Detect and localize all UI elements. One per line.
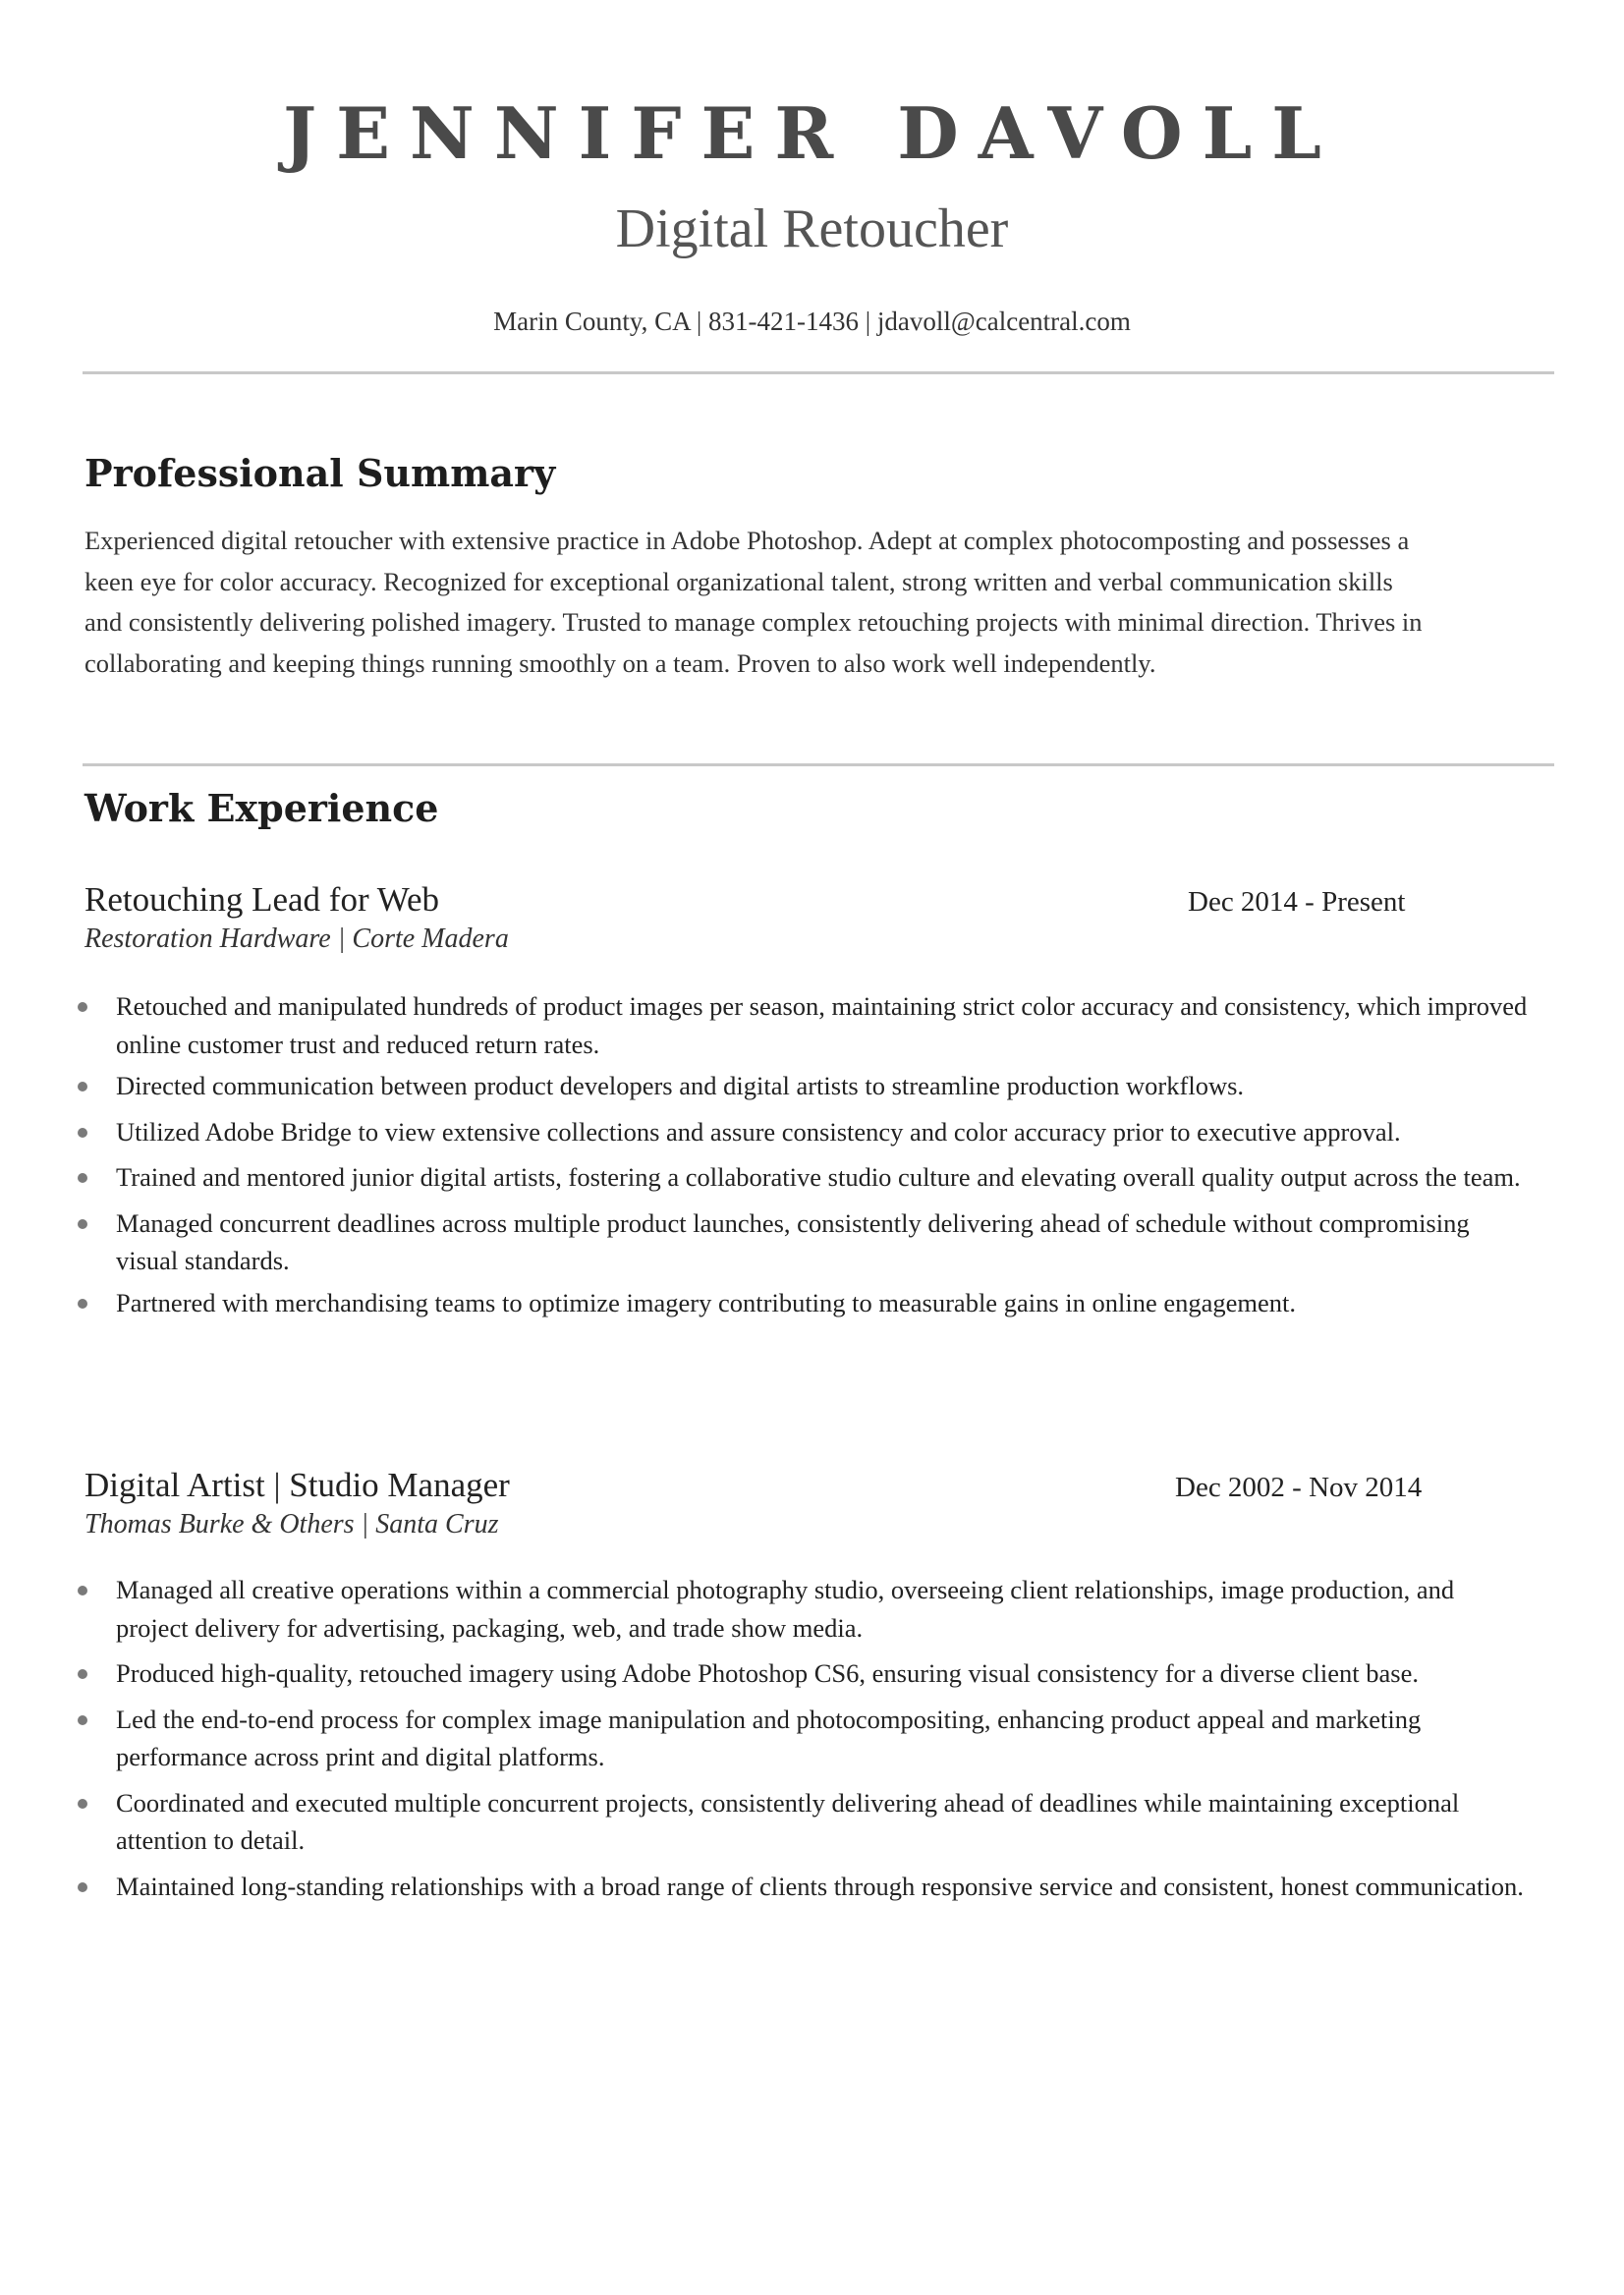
list-item: Coordinated and executed multiple concurrent projects, consistently delivering ahead of deadlines while maintaining exceptional attention to detail.	[75, 1784, 1529, 1860]
job-dates: Dec 2002 - Nov 2014	[1175, 1472, 1423, 1503]
bullet-dot-icon	[78, 1882, 87, 1892]
list-item: Retouched and manipulated hundreds of product images per season, maintaining strict color accuracy and consistency, which improved online customer trust and reduced return rates.	[75, 987, 1529, 1063]
list-item: Trained and mentored junior digital artists, fostering a collaborative studio culture and elevating overall quality output across the team.	[75, 1158, 1529, 1197]
summary-divider	[83, 763, 1554, 766]
candidate-name: JENNIFER DAVOLL	[283, 91, 1341, 175]
list-item: Directed communication between product developers and digital artists to streamline production workflows.	[75, 1067, 1529, 1105]
job-company: Thomas Burke & Others | Santa Cruz	[84, 1509, 499, 1539]
bullet-dot-icon	[78, 1002, 87, 1012]
job-role: Retouching Lead for Web	[84, 880, 440, 919]
job-role: Digital Artist | Studio Manager	[84, 1466, 510, 1504]
list-item: Utilized Adobe Bridge to view extensive collections and assure consistency and color accuracy prior to executive approval.	[75, 1113, 1529, 1151]
experience-heading: Work Experience	[84, 786, 439, 830]
bullet-dot-icon	[78, 1669, 87, 1679]
bullet-dot-icon	[78, 1082, 87, 1092]
candidate-title: Digital Retoucher	[615, 198, 1009, 259]
summary-text: Experienced digital retoucher with extensive practice in Adobe Photoshop. Adept at complex photocomposting and possesses a keen eye for color accuracy. Recognized for exceptional organizational talent, strong written and verbal communication skills and consistently delivering polished imagery. Trusted to manage complex retouching projects with minimal direction. Thrives in collaborating and keeping things running smoothly on a team. Proven to also work well independently.	[84, 526, 1423, 678]
job-bullet-list	[75, 987, 1529, 1321]
list-item: Partnered with merchandising teams to optimize imagery contributing to measurable gains in online engagement.	[75, 1284, 1529, 1322]
bullet-dot-icon	[78, 1128, 87, 1138]
job-company: Restoration Hardware | Corte Madera	[84, 924, 509, 954]
bullet-dot-icon	[78, 1586, 87, 1595]
job-dates: Dec 2014 - Present	[1188, 886, 1406, 918]
bullet-dot-icon	[78, 1219, 87, 1229]
contact-line: Marin County, CA | 831-421-1436 | jdavoll@calcentral.com	[493, 307, 1131, 336]
bullet-dot-icon	[78, 1799, 87, 1809]
header-divider	[83, 371, 1554, 374]
bullet-dot-icon	[78, 1173, 87, 1183]
bullet-dot-icon	[78, 1715, 87, 1725]
list-item: Maintained long-standing relationships with a broad range of clients through responsive service and consistent, honest communication.	[75, 1868, 1529, 1906]
list-item: Led the end-to-end process for complex image manipulation and photocompositing, enhancing product appeal and marketing performance across print and digital platforms.	[75, 1701, 1529, 1776]
job-bullet-list	[75, 1571, 1529, 1905]
bullet-dot-icon	[78, 1299, 87, 1309]
list-item: Produced high-quality, retouched imagery using Adobe Photoshop CS6, ensuring visual consistency for a diverse client base.	[75, 1654, 1529, 1693]
summary-heading: Professional Summary	[84, 451, 556, 495]
list-item: Managed concurrent deadlines across multiple product launches, consistently delivering ahead of schedule without compromising visual standards.	[75, 1204, 1529, 1280]
list-item: Managed all creative operations within a commercial photography studio, overseeing client relationships, image production, and project delivery for advertising, packaging, web, and trade show media.	[75, 1571, 1529, 1647]
